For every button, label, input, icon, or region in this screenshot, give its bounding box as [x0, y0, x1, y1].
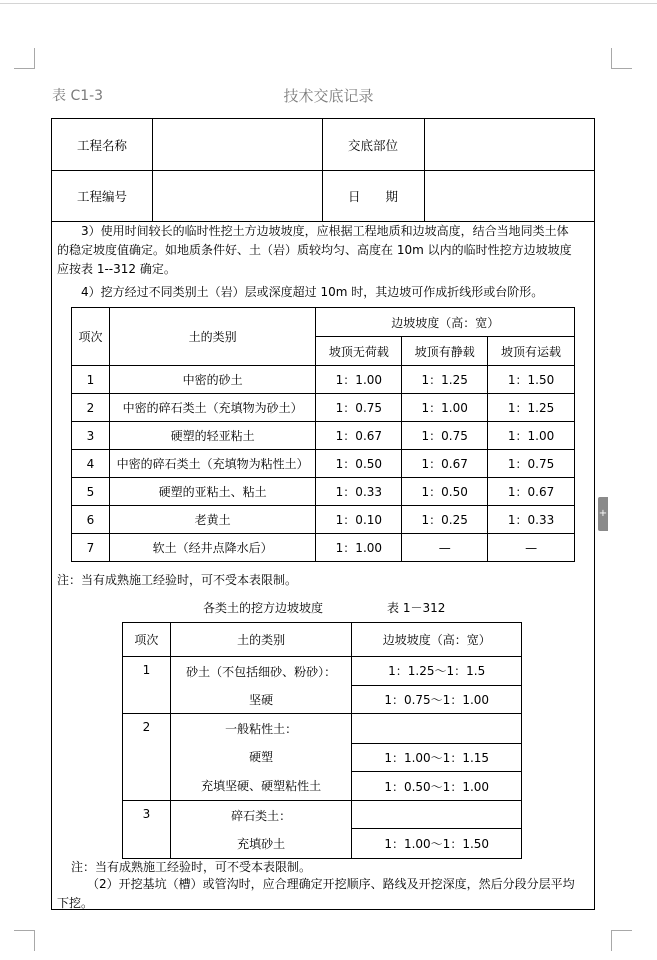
- row-number: 7: [72, 534, 110, 562]
- closing-paragraph-line: 下挖。: [57, 896, 94, 910]
- part-label: 交底部位: [347, 138, 398, 153]
- date-label: 日 期: [347, 189, 398, 204]
- closing-paragraph: [57, 875, 592, 913]
- soil-type: [170, 714, 352, 801]
- slope-value: 1：1.25: [402, 366, 488, 394]
- document-title: 技术交底记录: [283, 87, 374, 105]
- slope-value: 1：0.75: [488, 450, 575, 478]
- row-number: 5: [72, 478, 110, 506]
- table-row: [72, 478, 575, 506]
- table-row: [123, 657, 522, 686]
- slope-value: 1：0.33: [316, 478, 402, 506]
- table2-caption-title: 各类土的挖方边坡坡度: [203, 601, 324, 615]
- soil-type: 老黄土: [109, 506, 316, 534]
- slope-value: [352, 801, 522, 829]
- soil-type: [170, 801, 352, 859]
- table2-note: 注：当有成熟施工经验时，可不受本表限制。: [71, 860, 312, 874]
- info-col-divider: [322, 119, 323, 221]
- expand-panel-tab[interactable]: [598, 497, 608, 531]
- table1-subheader: 坡顶无荷载: [316, 337, 402, 366]
- slope-value: 1：1.00～1：1.50: [352, 829, 522, 859]
- soil-type: 硬塑的轻亚粘土: [109, 422, 316, 450]
- slope-value: 1：1.00: [316, 534, 402, 562]
- paragraph-3-line: 3）使用时间较长的临时性挖土方边坡坡度，应根据工程地质和边坡高度，结合当地同类土体: [81, 224, 569, 238]
- table-row: [72, 506, 575, 534]
- row-number: 3: [72, 422, 110, 450]
- slope-value: 1：0.67: [488, 478, 575, 506]
- project-no-label: 工程编号: [76, 189, 127, 204]
- slope-value: 1：0.50: [316, 450, 402, 478]
- soil-type: 中密的碎石类土（充填物为粘性土）: [109, 450, 316, 478]
- slope-value: 1：0.25: [402, 506, 488, 534]
- table-row: [72, 366, 575, 394]
- soil-type: 硬塑的亚粘土、粘土: [109, 478, 316, 506]
- slope-table-by-soil: [122, 622, 522, 859]
- table-row: [123, 714, 522, 744]
- soil-type-line: 充填坚硬、硬塑粘性土: [201, 779, 322, 794]
- info-row-divider: [52, 170, 594, 171]
- table-row: [123, 801, 522, 829]
- paragraph-3-line: 的稳定坡度值确定。如地质条件好、土（岩）质较均匀、高度在 10m 以内的临时性挖方边坡坡度: [57, 243, 572, 257]
- row-number: 2: [72, 394, 110, 422]
- soil-type-line: 坚硬: [249, 692, 274, 707]
- table1-header-slope: 边坡坡度（高：宽）: [316, 308, 575, 337]
- row-number: 1: [123, 657, 171, 714]
- table-row: [72, 450, 575, 478]
- row-number: 2: [123, 714, 171, 801]
- row-number: 1: [72, 366, 110, 394]
- page-corner-mark-bottom-left: [14, 930, 35, 951]
- slope-value: 1：0.50: [402, 478, 488, 506]
- project-name-label: 工程名称: [76, 138, 127, 153]
- slope-value: 1：1.25～1：1.5: [352, 657, 522, 686]
- soil-type-line: 充填砂土: [237, 837, 286, 851]
- paragraph-3: [57, 222, 592, 279]
- window-top-border: [0, 3, 657, 4]
- soil-type: [170, 657, 352, 714]
- closing-paragraph-line: （2）开挖基坑（槽）或管沟时，应合理确定开挖顺序、路线及开挖深度，然后分段分层平均: [87, 877, 575, 891]
- soil-type: 中密的碎石类土（充填物为砂土）: [109, 394, 316, 422]
- info-col-divider: [152, 119, 153, 221]
- table1-note: 注：当有成熟施工经验时，可不受本表限制。: [57, 573, 298, 587]
- page-corner-mark-top-left: [14, 48, 35, 69]
- table2-header-slope: 边坡坡度（高：宽）: [352, 623, 522, 657]
- slope-value: —: [402, 534, 488, 562]
- table2-header-soil: 土的类别: [170, 623, 352, 657]
- row-number: 3: [123, 801, 171, 859]
- slope-value: 1：0.75: [402, 422, 488, 450]
- row-number: 4: [72, 450, 110, 478]
- page-corner-mark-bottom-right: [611, 930, 632, 951]
- slope-value: 1：1.25: [488, 394, 575, 422]
- slope-value: [352, 714, 522, 744]
- slope-value: 1：0.10: [316, 506, 402, 534]
- table1-header-soil: 土的类别: [109, 308, 316, 366]
- slope-value: 1：0.67: [316, 422, 402, 450]
- slope-value: —: [488, 534, 575, 562]
- slope-table-by-load: [71, 307, 575, 562]
- form-code: 表 C1-3: [52, 88, 104, 104]
- table1-subheader: 坡顶有运载: [488, 337, 575, 366]
- plus-icon: +: [598, 508, 608, 519]
- slope-value: 1：1.00: [488, 422, 575, 450]
- page-corner-mark-top-right: [611, 48, 632, 69]
- soil-type: 中密的砂土: [109, 366, 316, 394]
- soil-type-line: 碎石类土：: [231, 809, 292, 823]
- info-col-divider: [424, 119, 425, 221]
- soil-type-line: 一般粘性土：: [225, 721, 298, 736]
- table-row: [72, 394, 575, 422]
- table-row: [72, 422, 575, 450]
- table2-header-item: 项次: [123, 623, 171, 657]
- slope-value: 1：0.67: [402, 450, 488, 478]
- slope-value: 1：0.50～1：1.00: [352, 772, 522, 801]
- slope-value: 1：0.75～1：1.00: [352, 685, 522, 714]
- slope-value: 1：1.00: [316, 366, 402, 394]
- paragraph-4: 4）挖方经过不同类别土（岩）层或深度超过 10m 时，其边坡可作成折线形或台阶形。: [81, 285, 544, 299]
- soil-type-line: 硬塑: [249, 750, 274, 765]
- table1-header-item: 项次: [72, 308, 110, 366]
- paragraph-3-line: 应按表 1--312 确定。: [57, 262, 176, 276]
- slope-value: 1：1.00: [402, 394, 488, 422]
- slope-value: 1：0.75: [316, 394, 402, 422]
- soil-type: 软土（经井点降水后）: [109, 534, 316, 562]
- table1-subheader: 坡顶有静载: [402, 337, 488, 366]
- table2-caption-number: 表 1－312: [387, 601, 446, 615]
- slope-value: 1：1.50: [488, 366, 575, 394]
- slope-value: 1：1.00～1：1.15: [352, 743, 522, 772]
- soil-type-line: 砂土（不包括细砂、粉砂）：: [186, 664, 337, 679]
- row-number: 6: [72, 506, 110, 534]
- table-row: [72, 534, 575, 562]
- slope-value: 1：0.33: [488, 506, 575, 534]
